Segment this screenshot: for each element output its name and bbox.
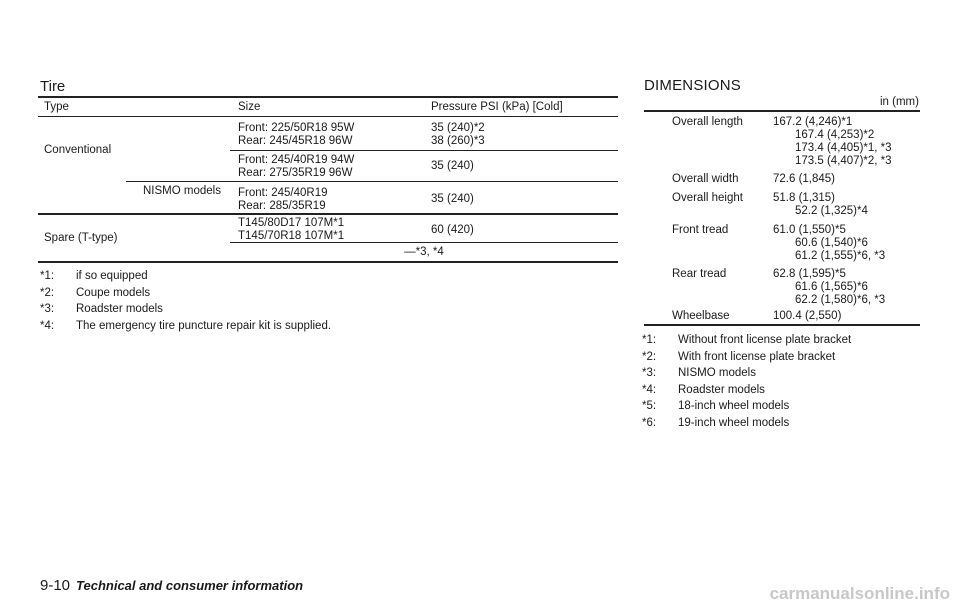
conv-19-front-size: Front: 245/40R19 94W bbox=[238, 154, 355, 166]
dimensions-unit: in (mm) bbox=[880, 96, 919, 108]
footnote: *5: 18-inch wheel models bbox=[642, 400, 790, 412]
dimensions-section-title: DIMENSIONS bbox=[644, 77, 742, 94]
nismo-pressure: 35 (240) bbox=[431, 193, 474, 205]
spare-18-size: T145/70R18 107M*1 bbox=[238, 230, 345, 242]
conv-18-front-size: Front: 225/50R18 95W bbox=[238, 122, 355, 134]
footnote: *2: With front license plate bracket bbox=[642, 350, 836, 363]
conv-18-front-pressure: 35 (240)*2 bbox=[431, 122, 485, 134]
footnote: *2: Coupe models bbox=[40, 286, 151, 299]
row-rule bbox=[230, 150, 618, 151]
nismo-front-size: Front: 245/40R19 bbox=[238, 187, 328, 199]
footnote: *6: 19-inch wheel models bbox=[642, 416, 790, 429]
section-rule bbox=[38, 213, 618, 215]
conv-18-rear-pressure: 38 (260)*3 bbox=[431, 135, 485, 147]
watermark: carmanualsonline.info bbox=[769, 584, 950, 603]
header-pressure: Pressure PSI (kPa) [Cold] bbox=[431, 101, 563, 113]
conventional-label: Conventional bbox=[44, 144, 112, 156]
footnote: *4: The emergency tire puncture repair kit is supplied. bbox=[40, 319, 332, 332]
dimensions-top-rule bbox=[644, 110, 920, 112]
conv-19-pressure: 35 (240) bbox=[431, 160, 474, 172]
page-footer bbox=[40, 577, 303, 594]
conv-18-rear-size: Rear: 245/45R18 96W bbox=[238, 135, 353, 147]
header-rule bbox=[38, 116, 618, 117]
footnote: *4: Roadster models bbox=[642, 383, 765, 396]
conv-19-rear-size: Rear: 275/35R19 96W bbox=[238, 167, 353, 179]
spare-none-note: —*3, *4 bbox=[404, 246, 444, 258]
footnote: *1: if so equipped bbox=[40, 270, 148, 282]
footnote: *3: Roadster models bbox=[40, 303, 163, 315]
footnote: *3: NISMO models bbox=[642, 367, 756, 379]
spare-label: Spare (T-type) bbox=[44, 232, 118, 244]
spare-pressure: 60 (420) bbox=[431, 224, 474, 236]
tire-table bbox=[38, 96, 618, 264]
dimensions-footnotes bbox=[642, 332, 851, 431]
header-size: Size bbox=[238, 101, 261, 113]
spare-17-size: T145/80D17 107M*1 bbox=[238, 217, 345, 229]
row-rule bbox=[126, 181, 618, 182]
chapter-title: Technical and consumer information bbox=[76, 578, 304, 593]
dimensions-bottom-rule bbox=[644, 324, 920, 326]
header-type: Type bbox=[44, 101, 69, 113]
footnote: *1: Without front license plate bracket bbox=[642, 334, 852, 346]
page-number: 9-10 bbox=[40, 577, 71, 594]
row-rule bbox=[230, 242, 618, 243]
table-bottom-rule bbox=[38, 261, 618, 263]
nismo-label: NISMO models bbox=[143, 185, 221, 197]
tire-footnotes bbox=[40, 268, 331, 334]
dimensions-table: Overall length 167.2 (4,246)*1 167.4 (4,253)*2 173.4 (4,405)*1, *3 173.5 (4,407)*2, *3 Overall width 72.6 (1,845) Overall height 51.8 (1,315) 52.2 (1,325)*4 Front tread 61.0 (1,550)*5 60.6 (1,540)*6 61.2 (1,555)*6, *3 Rear tread 62.8 (1,595)*5 61.6 (1,565)*6 62.2 (1,580)*6, *3 Wheelbase 100.4 (2,550) bbox=[644, 110, 920, 325]
table-top-rule bbox=[38, 96, 618, 98]
tire-section-title: Tire bbox=[40, 78, 66, 95]
nismo-rear-size: Rear: 285/35R19 bbox=[238, 200, 326, 212]
